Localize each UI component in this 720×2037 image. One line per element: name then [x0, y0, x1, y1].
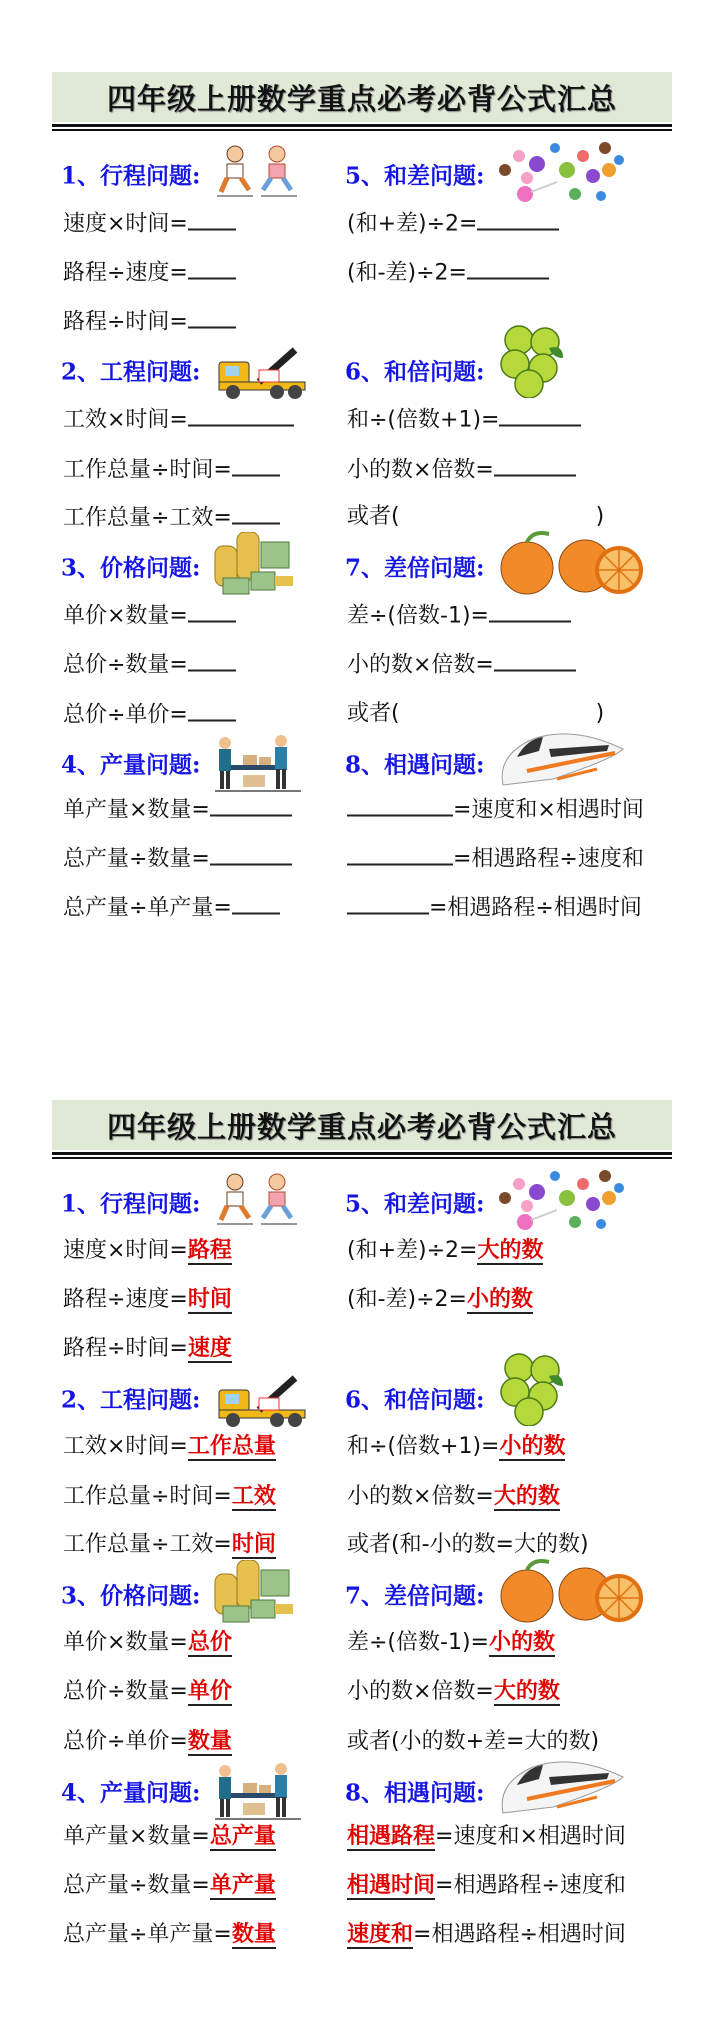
- runners-icon: [213, 144, 303, 203]
- formula-text: 路程÷速度=: [63, 1287, 188, 1312]
- answer-text: 工效: [231, 1484, 276, 1509]
- train-icon: [497, 1755, 627, 1824]
- answer-blank[interactable]: [188, 648, 236, 672]
- formula-row: [63, 1482, 276, 1512]
- train-icon: [497, 727, 627, 796]
- formula-row: [347, 1628, 555, 1658]
- workers-icon: [213, 1761, 303, 1825]
- answer-blank[interactable]: [347, 891, 429, 915]
- answer-blank[interactable]: [347, 842, 453, 866]
- section-heading: 3、价格问题:: [61, 554, 201, 582]
- formula-text: 或者(: [347, 1532, 400, 1557]
- formula-text: 小的数×倍数=: [347, 1679, 494, 1704]
- formula-row: [347, 1432, 565, 1462]
- formula-text: =相遇路程÷相遇时间: [429, 895, 642, 921]
- formula-text: ): [595, 504, 605, 529]
- answer-blank[interactable]: [210, 842, 292, 866]
- formula-text: 或者(: [347, 1729, 400, 1754]
- section-heading: 5、和差问题:: [345, 162, 485, 190]
- workers-icon: [213, 733, 303, 797]
- formula-text: =相遇路程÷相遇时间: [413, 1922, 626, 1947]
- formula-text: 和÷(倍数+1)=: [347, 1434, 500, 1459]
- oranges-icon: [497, 1558, 647, 1632]
- formula-text: 小的数×倍数=: [347, 1484, 494, 1509]
- formula-text: 差÷(倍数-1)=: [347, 1630, 489, 1655]
- section-heading: 7、差倍问题:: [345, 1582, 485, 1610]
- formula-text: (和+差)÷2=: [347, 211, 478, 237]
- formula-text: 路程÷时间=: [63, 309, 188, 335]
- formula-row: [347, 842, 644, 875]
- formula-row: [63, 1334, 232, 1364]
- formula-row: [63, 256, 236, 289]
- answer-blank[interactable]: [494, 453, 576, 477]
- title-divider: [52, 124, 672, 131]
- formula-text: 路程÷速度=: [63, 260, 188, 286]
- formula-row: [63, 698, 236, 731]
- answer-text: 时间: [231, 1532, 276, 1557]
- formula-row: [347, 793, 644, 826]
- formula-row: [63, 1920, 276, 1950]
- answer-text: 数量: [231, 1922, 276, 1947]
- formula-text: 或者(: [347, 701, 400, 726]
- apples-icon: [497, 318, 567, 402]
- formula-text: 单产量×数量=: [63, 1824, 210, 1849]
- formula-text: (和-差)÷2=: [347, 260, 467, 286]
- answer-text: 相遇路程: [347, 1824, 436, 1849]
- oranges-icon: [497, 530, 647, 604]
- formula-text: 工作总量÷工效=: [63, 1532, 232, 1557]
- formula-row: [347, 1530, 589, 1560]
- formula-text: 或者(: [347, 504, 400, 529]
- answer-text: 大的数: [493, 1484, 560, 1509]
- money-icon: [213, 532, 298, 601]
- formula-row: [63, 1871, 276, 1901]
- formula-text: 单价×数量=: [63, 1630, 188, 1655]
- section-heading: 1、行程问题:: [61, 162, 201, 190]
- section-heading: 1、行程问题:: [61, 1190, 201, 1218]
- answer-blank[interactable]: [477, 207, 559, 231]
- section-heading: 6、和倍问题:: [345, 1386, 485, 1414]
- formula-text: 工作总量÷时间=: [63, 1484, 232, 1509]
- formula-row: [347, 207, 559, 240]
- formula-row: [347, 699, 604, 729]
- formula-row: [63, 842, 292, 875]
- formula-row: [63, 305, 236, 338]
- formula-row: [347, 1920, 626, 1950]
- formula-row: [63, 1727, 232, 1757]
- formula-text: ): [595, 701, 605, 726]
- answer-blank[interactable]: [188, 207, 236, 231]
- answer-text: 工作总量: [187, 1434, 276, 1459]
- formula-row: [63, 793, 292, 826]
- formula-row: [63, 403, 294, 436]
- formula-text: 和÷(倍数+1)=: [347, 407, 500, 433]
- formula-row: [347, 891, 642, 924]
- formula-text: 工作总量÷工效=: [63, 505, 232, 531]
- formula-text: 单价×数量=: [63, 603, 188, 629]
- runners-icon: [213, 1172, 303, 1231]
- answer-blank[interactable]: [210, 793, 292, 817]
- formula-text: 总产量÷数量=: [63, 1873, 210, 1898]
- formula-row: [63, 501, 280, 534]
- answer-worksheet-panel: [0, 1100, 720, 2000]
- formula-text: 速度×时间=: [63, 1238, 188, 1263]
- answer-blank[interactable]: [232, 501, 280, 525]
- formula-row: [63, 1285, 232, 1315]
- formula-row: [63, 1822, 276, 1852]
- formula-text: 总价÷数量=: [63, 652, 188, 678]
- title-banner: [52, 1100, 672, 1150]
- formula-row: [347, 1677, 560, 1707]
- candies-icon: [497, 136, 627, 210]
- formula-row: [347, 403, 581, 436]
- section-heading: 5、和差问题:: [345, 1190, 485, 1218]
- answer-blank[interactable]: [188, 256, 236, 280]
- alternate-formula: 小的数+差=大的数: [399, 1729, 591, 1754]
- answer-text: 相遇时间: [347, 1873, 436, 1898]
- section-heading: 6、和倍问题:: [345, 358, 485, 386]
- crane-truck-icon: [215, 1370, 310, 1434]
- page-title: 四年级上册数学重点必考必背公式汇总: [106, 81, 617, 116]
- formula-text: 小的数×倍数=: [347, 652, 494, 678]
- alternate-formula: 和-小的数=大的数: [399, 1532, 580, 1557]
- formula-text: =相遇路程÷速度和: [453, 846, 644, 872]
- answer-text: 数量: [187, 1729, 232, 1754]
- formula-row: [347, 502, 604, 532]
- formula-row: [347, 1822, 626, 1852]
- formula-text: 工效×时间=: [63, 1434, 188, 1459]
- formula-text: ): [590, 1729, 600, 1754]
- formula-row: [63, 891, 280, 924]
- answer-text: 速度和: [347, 1922, 414, 1947]
- formula-text: 小的数×倍数=: [347, 457, 494, 483]
- formula-text: (和-差)÷2=: [347, 1287, 467, 1312]
- money-icon: [213, 1560, 298, 1629]
- apples-icon: [497, 1346, 567, 1430]
- crane-truck-icon: [215, 342, 310, 406]
- section-heading: 4、产量问题:: [61, 1779, 201, 1807]
- formula-row: [347, 599, 571, 632]
- formula-row: [63, 207, 236, 240]
- candies-icon: [497, 1164, 627, 1238]
- formula-text: ): [579, 1532, 589, 1557]
- answer-blank[interactable]: [188, 599, 236, 623]
- formula-text: =相遇路程÷速度和: [435, 1873, 626, 1898]
- answer-blank[interactable]: [494, 648, 576, 672]
- formula-row: [63, 1628, 232, 1658]
- answer-text: 总价: [187, 1630, 232, 1655]
- answer-blank[interactable]: [347, 793, 453, 817]
- formula-text: 速度×时间=: [63, 211, 188, 237]
- section-heading: 3、价格问题:: [61, 1582, 201, 1610]
- formula-row: [63, 1432, 276, 1462]
- section-heading: 2、工程问题:: [61, 1386, 201, 1414]
- formula-row: [347, 1482, 560, 1512]
- formula-text: 工效×时间=: [63, 407, 188, 433]
- formula-text: 路程÷时间=: [63, 1336, 188, 1361]
- answer-blank[interactable]: [232, 891, 280, 915]
- formula-row: [347, 1285, 533, 1315]
- blank-worksheet-panel: [0, 72, 720, 972]
- formula-text: 总产量÷单产量=: [63, 1922, 232, 1947]
- answer-text: 时间: [187, 1287, 232, 1312]
- formula-text: 总产量÷数量=: [63, 846, 210, 872]
- formula-row: [347, 453, 576, 486]
- formula-row: [63, 453, 280, 486]
- formula-text: (和+差)÷2=: [347, 1238, 478, 1263]
- formula-text: 总价÷单价=: [63, 702, 188, 728]
- formula-row: [347, 256, 549, 289]
- formula-row: [63, 648, 236, 681]
- answer-text: 单产量: [209, 1873, 276, 1898]
- answer-text: 速度: [187, 1336, 232, 1361]
- formula-text: 差÷(倍数-1)=: [347, 603, 489, 629]
- answer-text: 小的数: [499, 1434, 566, 1459]
- answer-blank[interactable]: [188, 698, 236, 722]
- page-title: 四年级上册数学重点必考必背公式汇总: [106, 1109, 617, 1144]
- formula-row: [63, 1530, 276, 1560]
- answer-text: 总产量: [209, 1824, 276, 1849]
- section-heading: 4、产量问题:: [61, 751, 201, 779]
- title-divider: [52, 1152, 672, 1159]
- formula-text: 总产量÷单产量=: [63, 895, 232, 921]
- answer-blank[interactable]: [467, 256, 549, 280]
- answer-blank[interactable]: [188, 305, 236, 329]
- answer-text: 大的数: [477, 1238, 544, 1263]
- formula-text: =速度和×相遇时间: [453, 797, 644, 823]
- answer-text: 单价: [187, 1679, 232, 1704]
- answer-blank[interactable]: [499, 403, 581, 427]
- formula-row: [347, 648, 576, 681]
- answer-blank[interactable]: [232, 453, 280, 477]
- section-heading: 7、差倍问题:: [345, 554, 485, 582]
- answer-text: 小的数: [488, 1630, 555, 1655]
- formula-row: [347, 1236, 543, 1266]
- section-heading: 2、工程问题:: [61, 358, 201, 386]
- answer-blank[interactable]: [489, 599, 571, 623]
- answer-text: 小的数: [466, 1287, 533, 1312]
- formula-text: 总价÷单价=: [63, 1729, 188, 1754]
- formula-text: 工作总量÷时间=: [63, 457, 232, 483]
- formula-text: =速度和×相遇时间: [435, 1824, 626, 1849]
- formula-row: [63, 599, 236, 632]
- formula-text: 单产量×数量=: [63, 797, 210, 823]
- answer-blank[interactable]: [188, 403, 294, 427]
- section-heading: 8、相遇问题:: [345, 751, 485, 779]
- formula-row: [63, 1236, 232, 1266]
- answer-text: 大的数: [493, 1679, 560, 1704]
- answer-text: 路程: [187, 1238, 232, 1263]
- formula-row: [347, 1727, 599, 1757]
- formula-row: [347, 1871, 626, 1901]
- formula-row: [63, 1677, 232, 1707]
- formula-text: 总价÷数量=: [63, 1679, 188, 1704]
- section-heading: 8、相遇问题:: [345, 1779, 485, 1807]
- title-banner: [52, 72, 672, 122]
